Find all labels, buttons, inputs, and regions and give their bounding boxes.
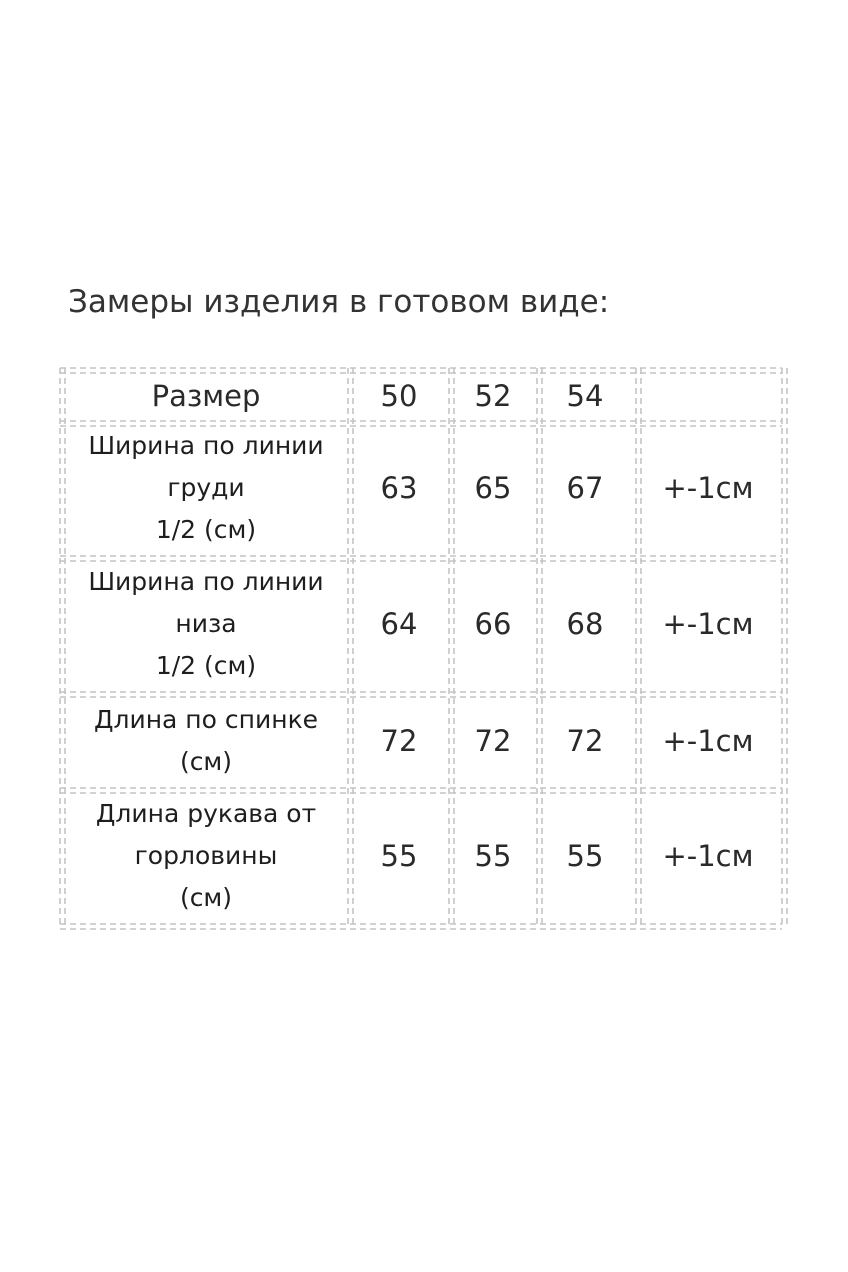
row-label-line: Длина рукава от [95,799,317,828]
table-cell-value: 55 [566,839,604,873]
row-label-line: 1/2 (см) [155,515,257,544]
table-cell-value: 63 [380,471,418,505]
row-label-line: 1/2 (см) [155,651,257,680]
table-row-label [66,560,346,688]
table-cell-value: 72 [380,724,418,758]
table-cell-tolerance: +-1см [662,839,754,873]
table-cell-value: 55 [380,839,418,873]
table-cell-tolerance: +-1см [662,471,754,505]
table-row-label [66,792,346,920]
table-cell-tolerance: +-1см [662,607,754,641]
table-cell-value: 72 [566,724,604,758]
table-cell-value: 65 [474,471,512,505]
header-size-50: 50 [380,379,418,413]
table-row-label [66,424,346,552]
row-label-line: груди [167,473,245,502]
page-title: Замеры изделия в готовом виде: [68,284,610,320]
row-label-line: (см) [179,883,233,912]
table-cell-value: 68 [566,607,604,641]
table-row-label [66,696,346,786]
row-label-line: низа [175,609,237,638]
row-label-line: Длина по спинке [93,705,319,734]
row-label-line: горловины [134,841,278,870]
table-cell-value: 72 [474,724,512,758]
header-size-52: 52 [474,379,512,413]
table-cell-value: 64 [380,607,418,641]
header-label: Размер [151,379,261,413]
table-cell-tolerance: +-1см [662,724,754,758]
row-label-line: Ширина по линии [88,431,324,460]
table-cell-value: 66 [474,607,512,641]
header-tolerance [638,374,778,418]
row-label-line: Ширина по линии [88,567,324,596]
table-cell-value: 55 [474,839,512,873]
table-cell-value: 67 [566,471,604,505]
row-label-line: (см) [179,747,233,776]
header-size-54: 54 [566,379,604,413]
